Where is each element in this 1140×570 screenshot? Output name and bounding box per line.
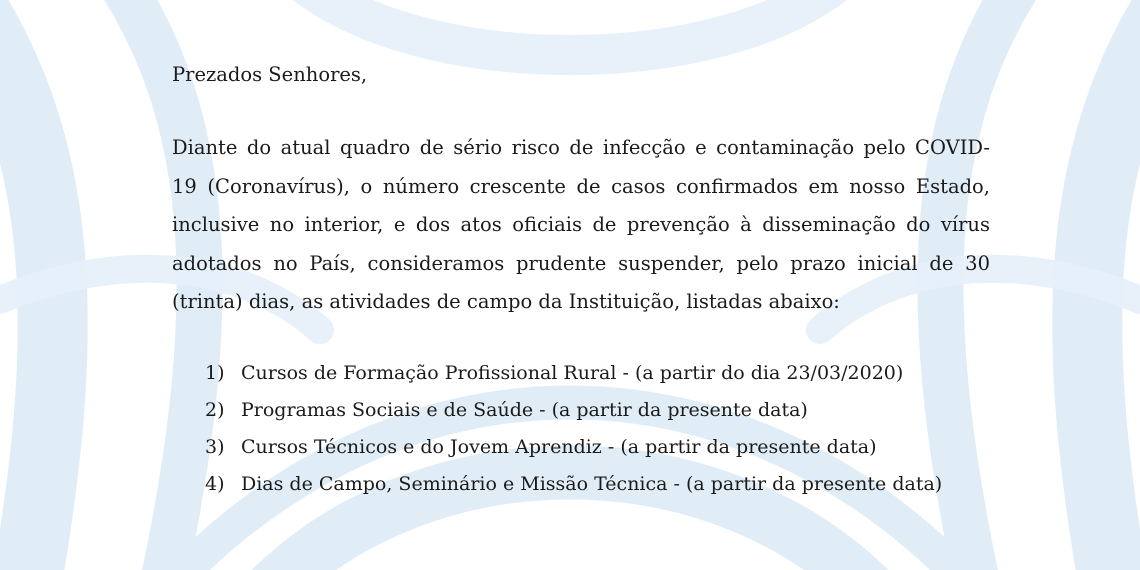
list-item [205, 393, 942, 430]
list-item-text: Cursos Técnicos e do Jovem Aprendiz - (a partir da presente data) [241, 436, 877, 458]
list-item-text: Programas Sociais e de Saúde - (a partir da presente data) [241, 399, 808, 421]
list-item-text: Dias de Campo, Seminário e Missão Técnica - (a partir da presente data) [241, 473, 943, 495]
paragraph-line: inclusive no interior, e dos atos oficiais de prevenção à disseminação do vírus [172, 213, 990, 236]
list-item-number: 3) [205, 436, 225, 458]
activity-list [205, 356, 942, 504]
paragraph-line: 19 (Coronavírus), o número crescente de casos confirmados em nosso Estado, [172, 174, 990, 198]
list-item-text: Cursos de Formação Profissional Rural - (a partir do dia 23/03/2020) [241, 362, 904, 384]
paragraph-line: Diante do atual quadro de sério risco de infecção e contaminação pelo COVID- [172, 136, 990, 159]
list-item-number: 4) [205, 473, 225, 495]
list-item [205, 430, 942, 467]
list-item [205, 356, 942, 393]
paragraph-line: (trinta) dias, as atividades de campo da Instituição, listadas abaixo: [172, 290, 840, 313]
list-item [205, 467, 942, 504]
body-paragraph [172, 132, 990, 325]
paragraph-line: adotados no País, consideramos prudente suspender, pelo prazo inicial de 30 [172, 251, 990, 275]
list-item-number: 1) [205, 362, 225, 384]
list-item-number: 2) [205, 399, 225, 421]
salutation: Prezados Senhores, [172, 63, 368, 86]
